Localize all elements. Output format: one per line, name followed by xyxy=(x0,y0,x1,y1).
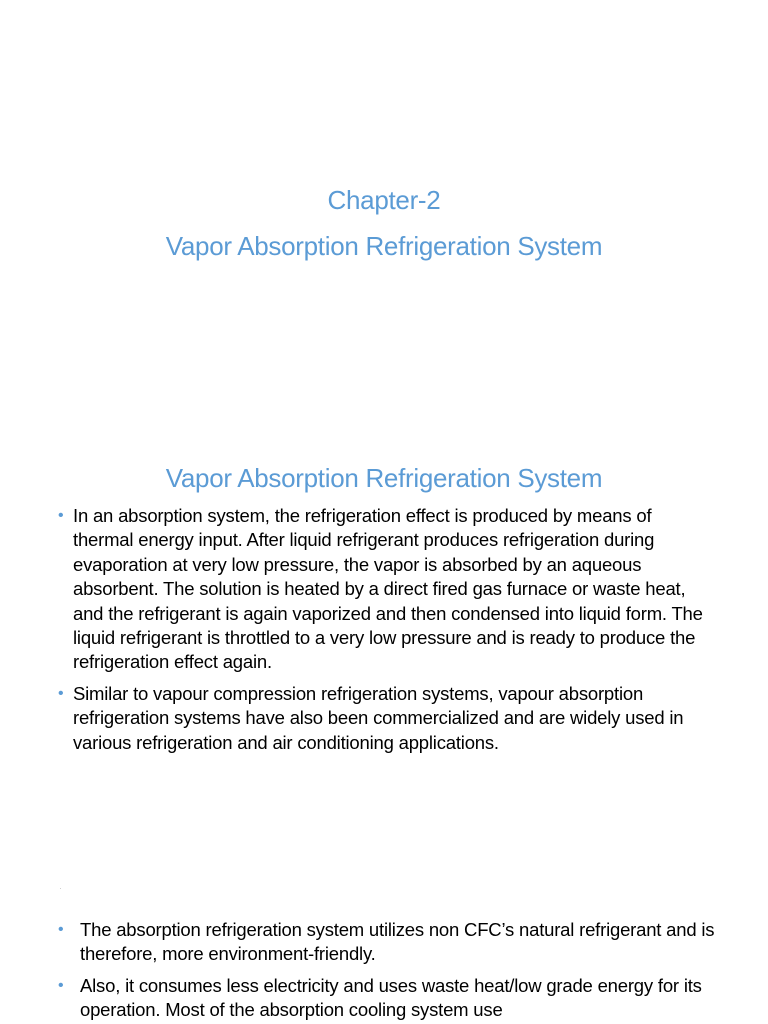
presentation-title: Vapor Absorption Refrigeration System xyxy=(165,231,603,261)
bullet-icon: • xyxy=(58,921,64,938)
bullet-text: Similar to vapour compression refrigeration systems, vapour absorption refrigeration systems have also been commercialized and are widely used in various refrigeration and air conditioning applications. xyxy=(73,682,684,753)
slide-content xyxy=(0,432,768,864)
bullet-icon: • xyxy=(58,684,64,702)
bullet-item xyxy=(56,918,716,967)
bullet-list xyxy=(56,918,716,1024)
slide-advantages xyxy=(0,864,768,1024)
divider-dot xyxy=(60,888,61,889)
bullet-text: In an absorption system, the refrigeration effect is produced by means of thermal energy input. After liquid refrigerant produces refrigeration during evaporation at very low pressure, the vapor is absorbed by an aqueous absorbent. The solution is heated by a direct fired gas furnace or waste heat, and the refrigerant is again vaporized and then condensed into liquid form. The liquid refrigerant is throttled to a very low pressure and is ready to produce the refrigeration effect again. xyxy=(73,505,703,673)
bullet-item xyxy=(56,682,716,755)
bullet-item xyxy=(56,504,716,675)
bullet-text: Also, it consumes less electricity and uses waste heat/low grade energy for its operation. Most of the absorption cooling system use xyxy=(80,974,702,1021)
bullet-list xyxy=(56,504,716,762)
slide-heading: Vapor Absorption Refrigeration System xyxy=(165,463,603,493)
bullet-icon: • xyxy=(58,976,64,994)
bullet-text: The absorption refrigeration system utilizes non CFC’s natural refrigerant and is therefore, more environment-friendly. xyxy=(80,919,715,965)
slide-title xyxy=(0,0,768,432)
bullet-icon: • xyxy=(58,507,64,524)
chapter-heading: Chapter-2 xyxy=(327,185,441,215)
bullet-item xyxy=(56,974,716,1023)
